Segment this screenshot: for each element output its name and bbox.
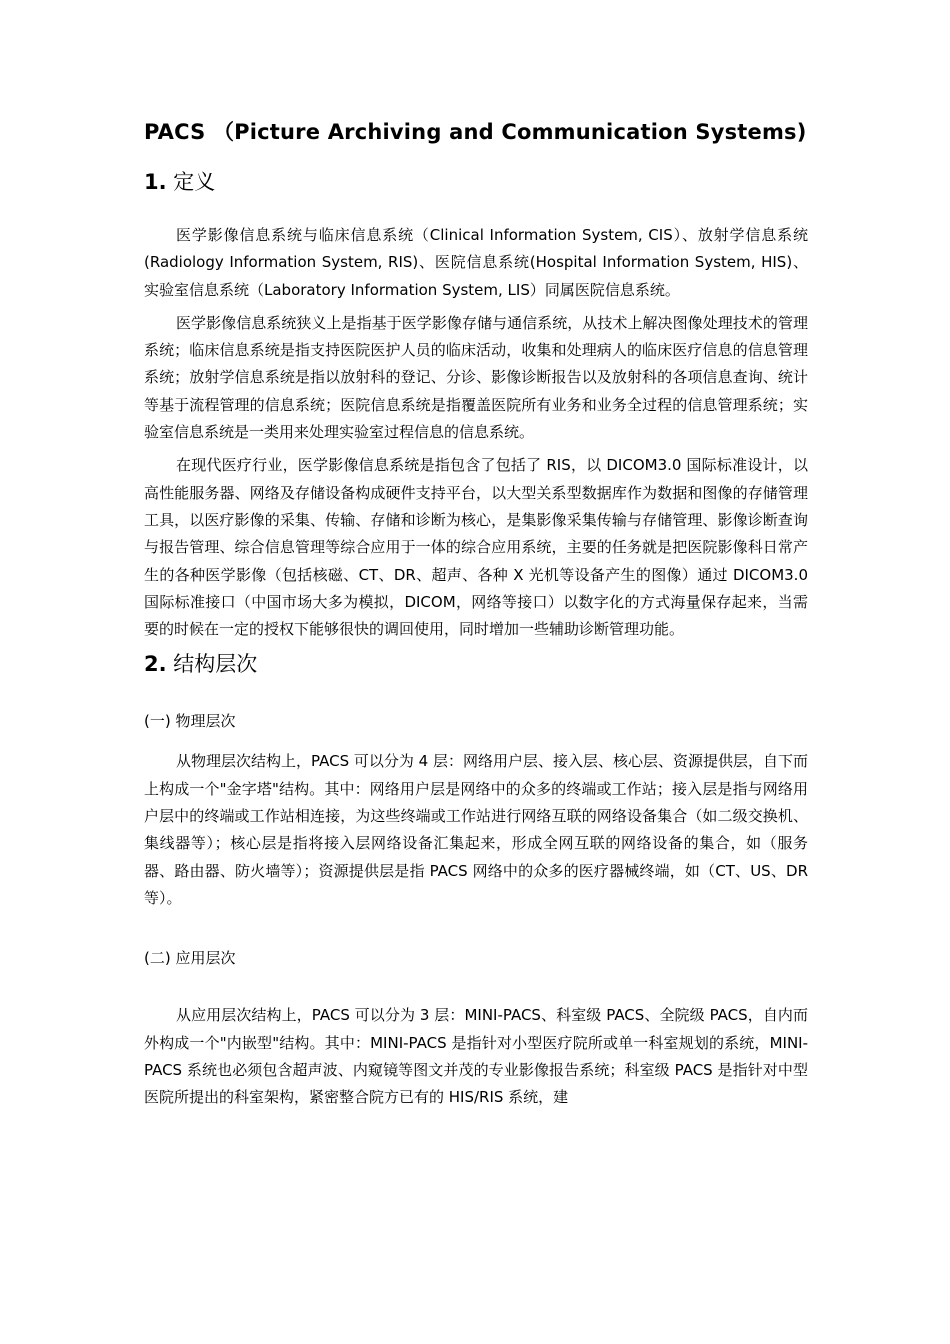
document-page: [144, 110, 808, 1111]
section-title: 定义: [173, 170, 216, 194]
section-number: 2.: [144, 652, 167, 677]
section-heading-structure: [144, 646, 808, 682]
paragraph: 从应用层次结构上，PACS 可以分为 3 层：MINI-PACS、科室级 PACS、全院级 PACS，自内而外构成一个"内嵌型"结构。其中：MINI-PACS 是指针对小型医疗院所或单一科室规划的系统，MINI-PACS 系统也必须包含超声波、内窥镜等图文并茂的专业影像报告系统；科室级 PACS 是指针对中型医院所提出的科室架构，紧密整合院方已有的 HIS/RIS 系统，建: [144, 1006, 808, 1107]
paragraph: 在现代医疗行业，医学影像信息系统是指包含了包括了 RIS，以 DICOM3.0 国际标准设计，以高性能服务器、网络及存储设备构成硬件支持平台，以大型关系型数据库作为数据和图像的存储管理工具，以医疗影像的采集、传输、存储和诊断为核心，是集影像采集传输与存储管理、影像诊断查询与报告管理、综合信息管理等综合应用于一体的综合应用系统，主要的任务就是把医院影像科日常产生的各种医学影像（包括核磁、CT、DR、超声、各种 X 光机等设备产生的图像）通过 DICOM3.0 国际标准接口（中国市场大多为模拟，DICOM，网络等接口）以数字化的方式海量保存起来，当需要的时候在一定的授权下能够很快的调回使用，同时增加一些辅助诊断管理功能。: [144, 456, 808, 639]
paragraph: 医学影像信息系统与临床信息系统（Clinical Information System, CIS）、放射学信息系统(Radiology Information System, RIS)、医院信息系统(Hospital Information System, HIS)、实验室信息系统（Laboratory Information System, LIS）同属医院信息系统。: [144, 226, 808, 299]
section-title: 结构层次: [173, 652, 258, 677]
document-title: PACS （Picture Archiving and Communication Systems): [144, 120, 807, 144]
paragraph: 从物理层次结构上，PACS 可以分为 4 层：网络用户层、接入层、核心层、资源提供层，自下而上构成一个"金字塔"结构。其中：网络用户层是网络中的众多的终端或工作站；接入层是指与网络用户层中的终端或工作站相连接，为这些终端或工作站进行网络互联的网络设备集合（如二级交换机、集线器等）；核心层是指将接入层网络设备汇集起来，形成全网互联的网络设备的集合，如（服务器、路由器、防火墙等）；资源提供层是指 PACS 网络中的众多的医疗器械终端，如（CT、US、DR 等）。: [144, 752, 808, 907]
paragraph: 医学影像信息系统狭义上是指基于医学影像存储与通信系统，从技术上解决图像处理技术的管理系统；临床信息系统是指支持医院医护人员的临床活动，收集和处理病人的临床医疗信息的信息管理系统；放射学信息系统是指以放射科的登记、分诊、影像诊断报告以及放射科的各项信息查询、统计等基于流程管理的信息系统；医院信息系统是指覆盖医院所有业务和业务全过程的信息管理系统；实验室信息系统是一类用来处理实验室过程信息的信息系统。: [144, 313, 808, 442]
section-heading-definition: [144, 164, 808, 200]
subsection-heading-physical: (一) 物理层次: [144, 712, 236, 731]
subsection-heading-application: (二) 应用层次: [144, 949, 236, 968]
section-number: 1.: [144, 170, 167, 194]
